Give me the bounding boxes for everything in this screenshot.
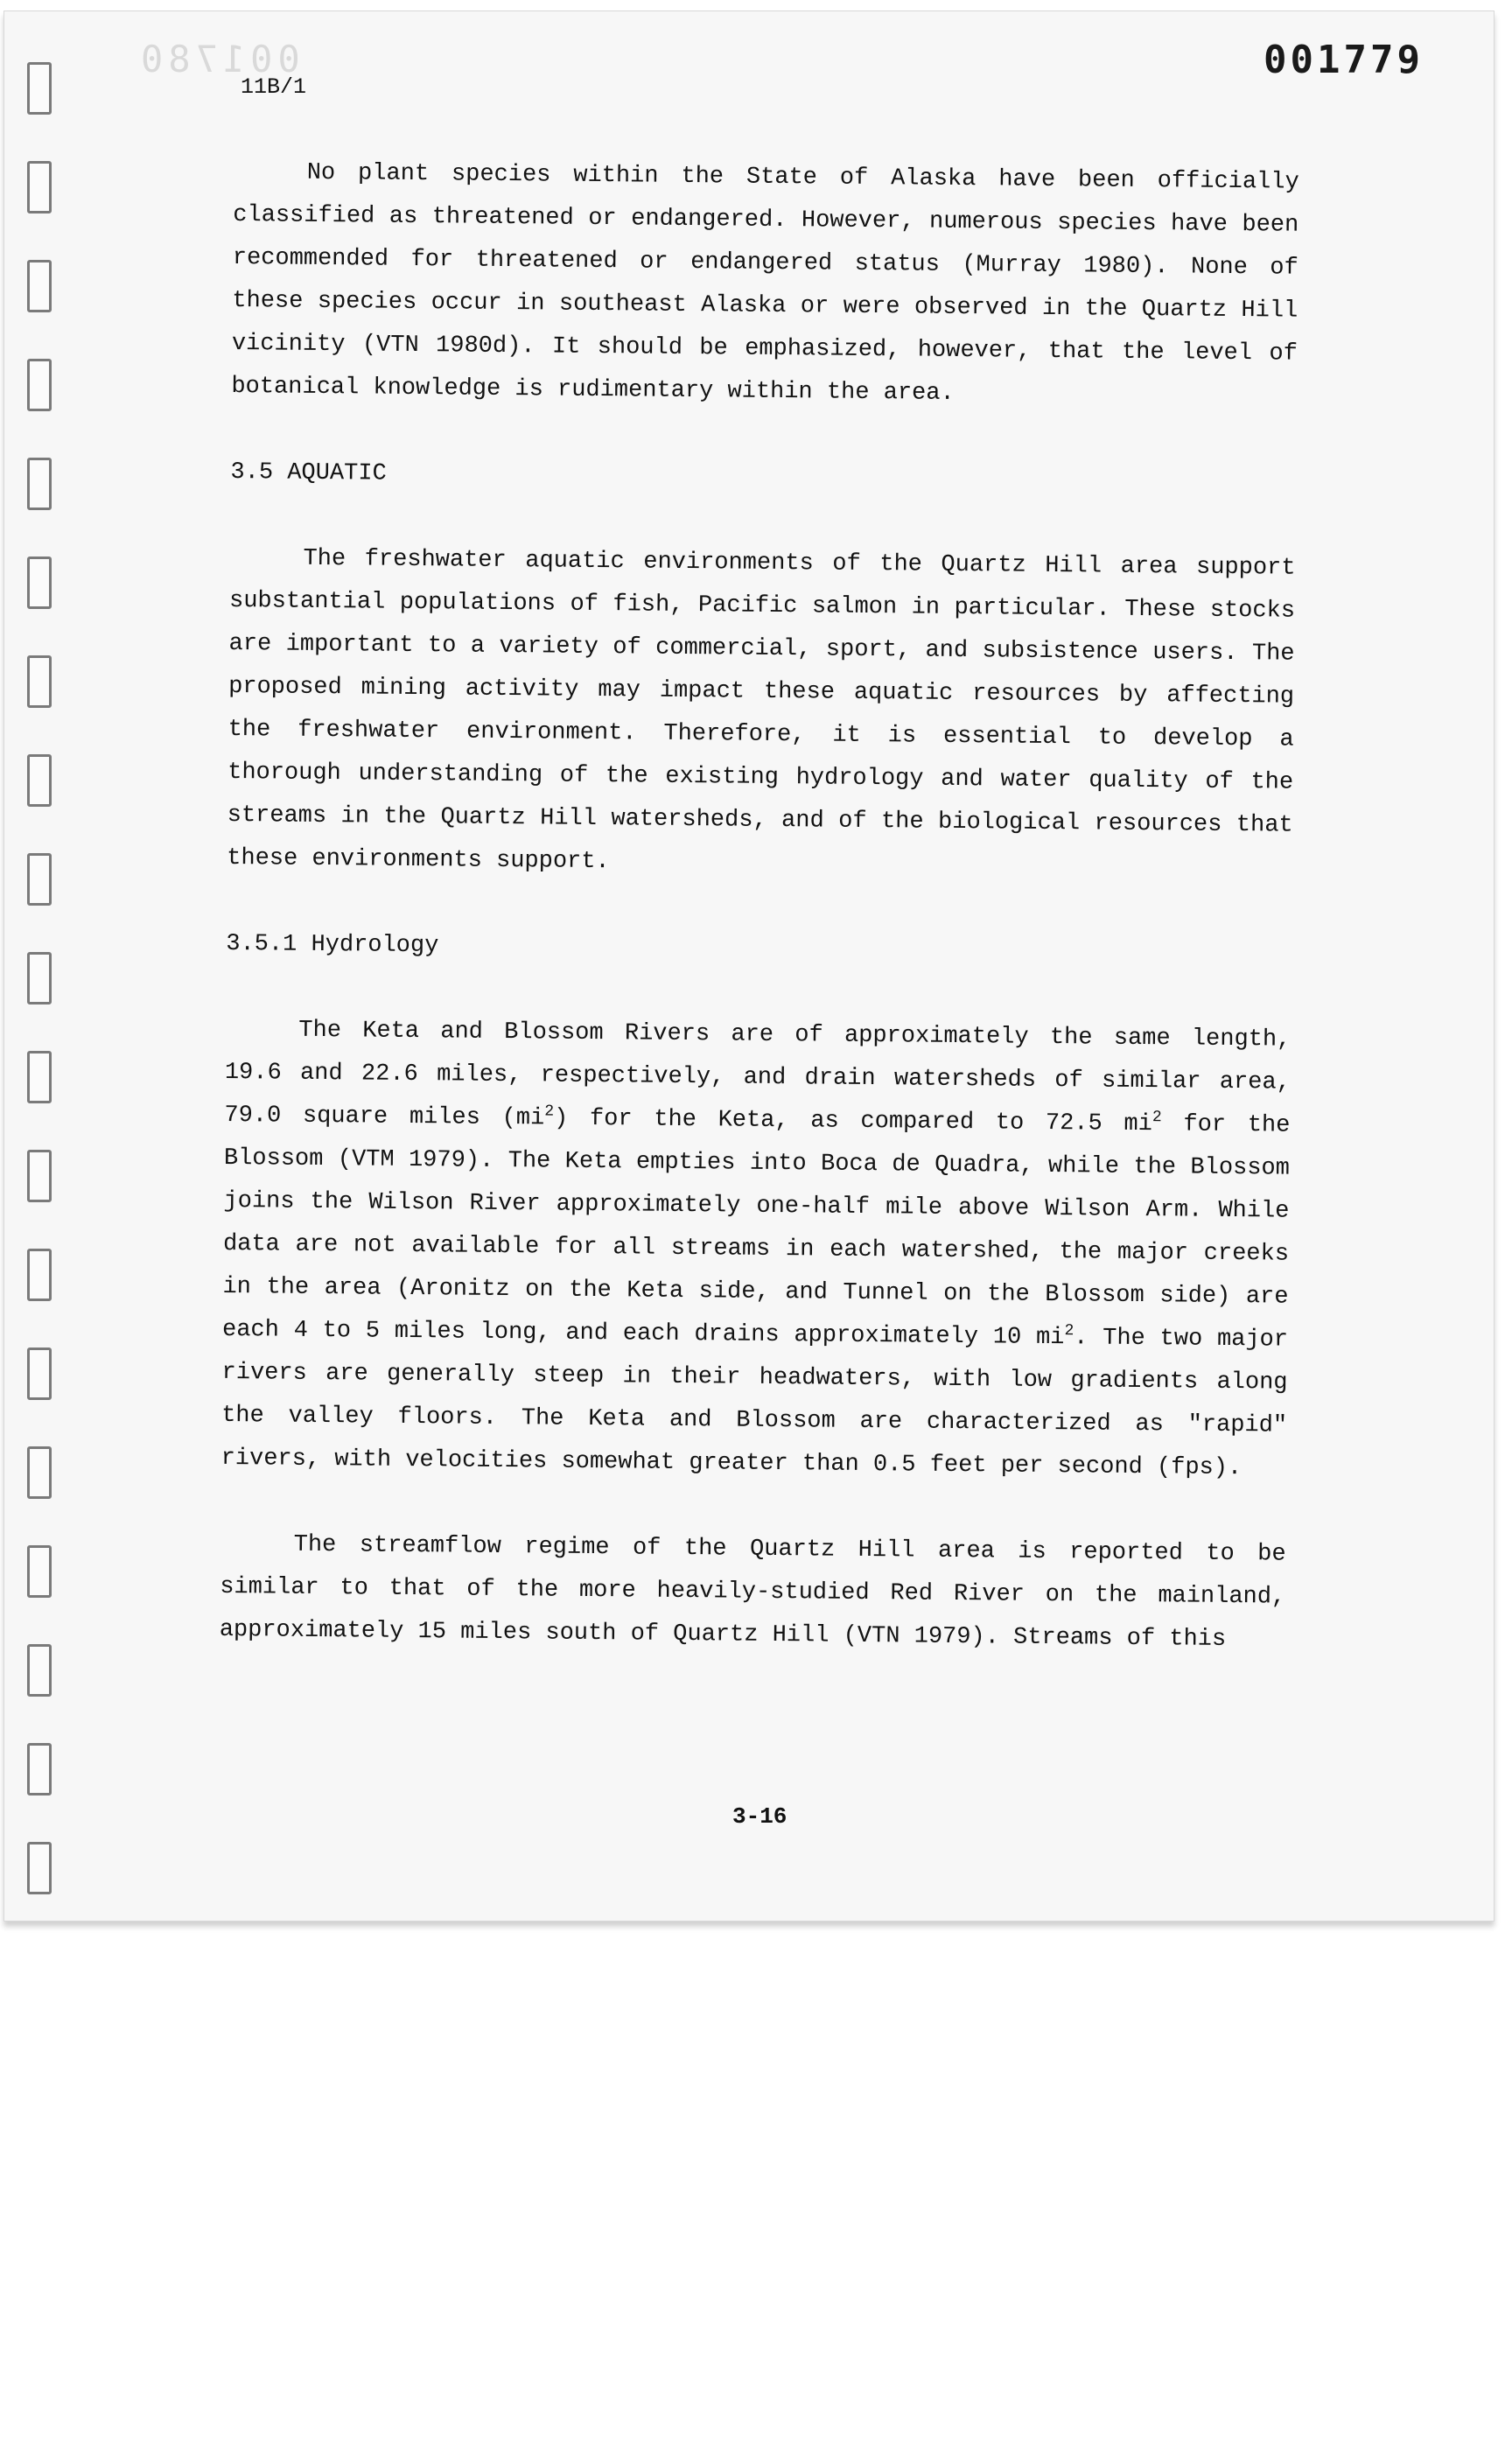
binder-holes [27, 62, 52, 1882]
superscript-2: 2 [544, 1102, 555, 1121]
heading-aquatic: 3.5 AQUATIC [230, 458, 387, 487]
binder-hole [27, 1743, 52, 1796]
superscript-2: 2 [1152, 1109, 1162, 1127]
bleed-through-number: 001780 [136, 38, 300, 80]
paragraph-hydrology [220, 1009, 1291, 1491]
hydrology-text-part: The Keta and Blossom Rivers are of approximately the same length, 19.6 and 22.6 miles, respectively, and drain watersheds of similar area, 79.0 square miles (mi [224, 1017, 1292, 1132]
hydrology-text-part: for the Blossom (VTM 1979). The Keta empties into Boca de Quadra, while the Blossom joins the Wilson River approximately one-half mile above Wilson Arm. While data are not available for all streams in each watershed, the major creeks in the area (Aronitz on the Keta side, and Tunnel on the Blossom side) are each 4 to 5 miles long, and each drains approximately 10 mi [221, 1111, 1291, 1352]
paragraph-plants: No plant species within the State of Alaska have been officially classified as threatened or endangered. However, numerous species have been recommended for threatened or endangered status (Murray 1980). None of these species occur in southeast Alaska or were observed in the Quartz Hill vicinity (VTN 1980d). It should be emphasized, however, that the level of botanical knowledge is rudimentary within the area. [231, 159, 1299, 407]
page-number: 3-16 [732, 1803, 788, 1830]
superscript-2: 2 [1064, 1322, 1074, 1340]
binder-hole [27, 556, 52, 609]
binder-hole [27, 1051, 52, 1103]
binder-hole [27, 952, 52, 1004]
paragraph-aquatic: The freshwater aquatic environments of the Quartz Hill area support substantial populations of fish, Pacific salmon in particular. These stocks are important to a variety of commercial, sport, and subsistence users. The proposed mining activity may impact these aquatic resources by affecting the freshwater environment. Therefore, it is essential to develop a thorough understanding of the existing hydrology and water quality of the streams in the Quartz Hill watersheds, and of the biological resources that these environments support. [227, 545, 1296, 876]
binder-hole [27, 359, 52, 411]
paragraph-streamflow: The streamflow regime of the Quartz Hill area is reported to be similar to that of the more heavily-studied Red River on the mainland, approximately 15 miles south of Quartz Hill (VTN 1979). Streams of this [219, 1531, 1286, 1653]
binder-hole [27, 62, 52, 115]
binder-hole [27, 1842, 52, 1894]
binder-hole [27, 1545, 52, 1598]
binder-hole [27, 655, 52, 708]
binder-hole [27, 853, 52, 906]
hydrology-text-part: ) for the Keta, as compared to 72.5 mi [553, 1105, 1153, 1138]
heading-hydrology: 3.5.1 Hydrology [226, 930, 439, 960]
binder-hole [27, 1150, 52, 1202]
binder-hole [27, 1249, 52, 1301]
document-page [4, 10, 1494, 1922]
hydrology-text-part: . The two major rivers are generally steep in their headwaters, with low gradients along the valley floors. The Keta and Blossom are characterized as "rapid" rivers, with velocities somewhat greater than 0.5 feet per second (fps). [220, 1325, 1289, 1482]
binder-hole [27, 1644, 52, 1697]
binder-hole [27, 1446, 52, 1499]
binder-hole [27, 260, 52, 312]
binder-hole [27, 1348, 52, 1400]
document-number: 001779 [1264, 38, 1424, 82]
page-body [220, 151, 1299, 1662]
section-reference: 11B/1 [241, 74, 307, 100]
binder-hole [27, 161, 52, 214]
binder-hole [27, 754, 52, 807]
binder-hole [27, 458, 52, 510]
